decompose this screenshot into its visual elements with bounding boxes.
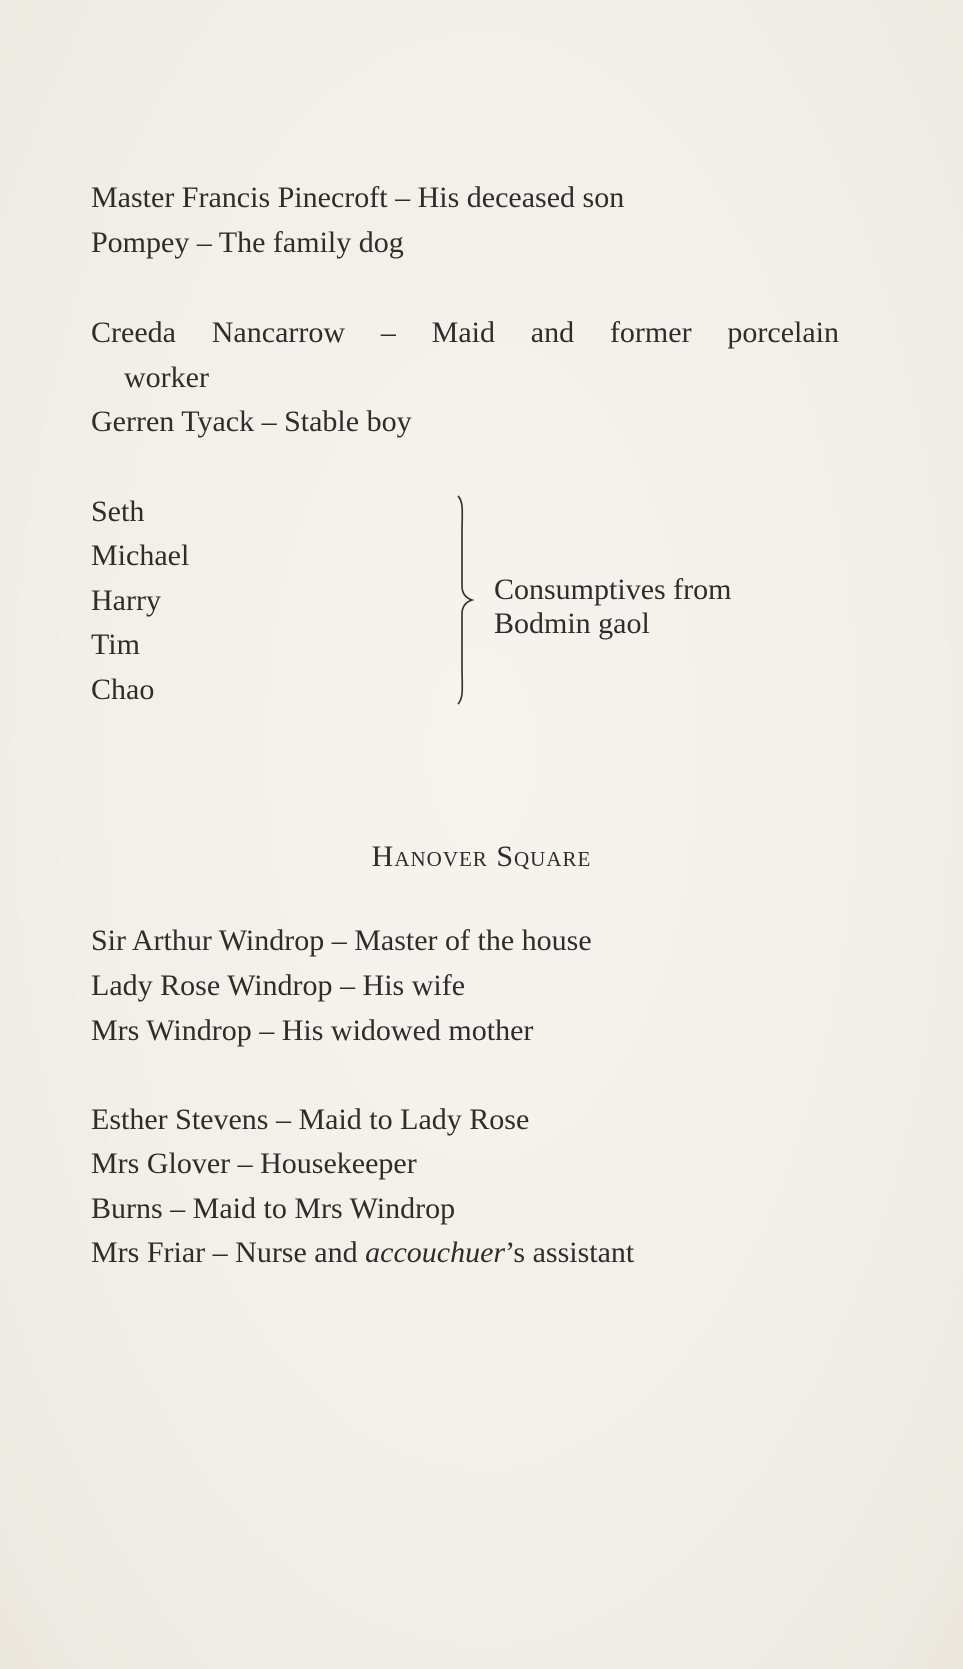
group-member-name: Seth — [91, 495, 145, 528]
character-line: Pompey – The family dog — [91, 226, 404, 259]
character-line: Mrs Windrop – His widowed mother — [91, 1014, 534, 1047]
friar-italic-word: accouchuer — [365, 1236, 506, 1269]
group-member-name: Tim — [91, 628, 140, 661]
character-line: Gerren Tyack – Stable boy — [91, 405, 412, 438]
group-note — [494, 573, 732, 641]
right-brace — [452, 494, 482, 706]
character-line: Sir Arthur Windrop – Master of the house — [91, 924, 592, 957]
character-line: Lady Rose Windrop – His wife — [91, 969, 466, 1002]
character-line: Esther Stevens – Maid to Lady Rose — [91, 1103, 530, 1136]
character-line: Burns – Maid to Mrs Windrop — [91, 1192, 456, 1225]
group-member-name: Chao — [91, 673, 155, 706]
section-heading: Hanover Square — [371, 840, 592, 873]
group-note-line: Consumptives from — [494, 573, 732, 606]
group-member-name: Michael — [91, 539, 190, 572]
group-note-line: Bodmin gaol — [494, 607, 650, 640]
character-line: Creeda Nancarrow – Maid and former porcelain — [91, 316, 839, 349]
friar-suffix: ’s assistant — [505, 1236, 635, 1269]
character-line: Master Francis Pinecroft – His deceased son — [91, 181, 625, 214]
group-member-name: Harry — [91, 584, 161, 617]
friar-prefix: Mrs Friar – Nurse and — [91, 1236, 366, 1269]
character-line — [91, 1235, 634, 1271]
character-line-continuation: worker — [124, 361, 209, 394]
character-line: Mrs Glover – Housekeeper — [91, 1147, 417, 1180]
